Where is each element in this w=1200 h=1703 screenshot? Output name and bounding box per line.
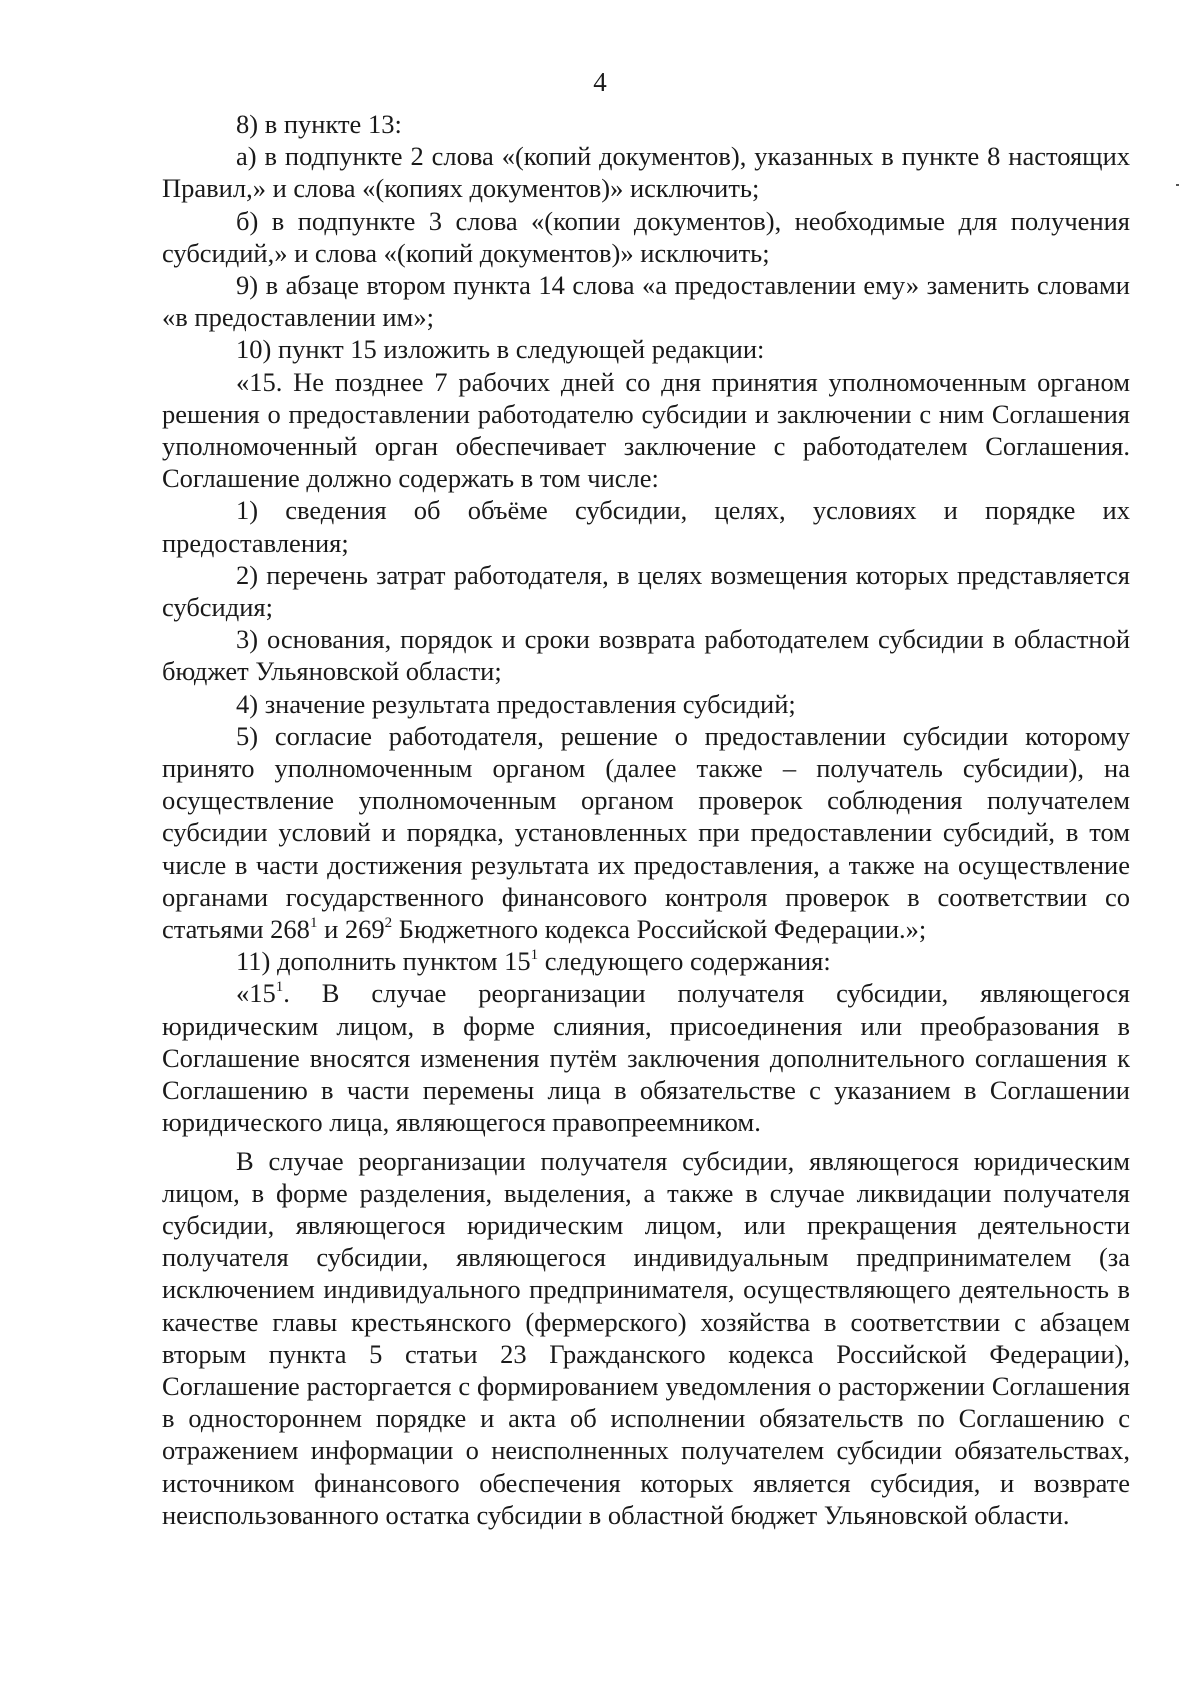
superscript: 2	[384, 915, 393, 932]
text-segment: Бюджетного кодекса Российской Федерации.»;	[392, 914, 927, 945]
text-segment: . В случае реорганизации получателя субсидии, являющегося юридическим лицом, в форме слияния, присоединения или преобразования в Соглашение вносятся изменения путём заключения дополнительного соглашения к Соглашению в части перемены лица в обязательстве с указанием в Соглашении юридического лица, являющегося правопреемником.	[162, 978, 1130, 1138]
scan-mark	[1176, 184, 1179, 186]
text-segment: 11) дополнить пунктом 15	[236, 946, 531, 977]
paragraph-clause-15-1: 1) сведения об объёме субсидии, целях, условиях и порядке их предоставления;	[162, 495, 1130, 558]
paragraph-clause-15: «15. Не позднее 7 рабочих дней со дня принятия уполномоченным органом решения о предоставлении работодателю субсидии и заключении с ним Соглашения уполномоченный орган обеспечивает заключение с работодателем Соглашения. Соглашение должно содержать в том числе:	[162, 366, 1130, 494]
text-segment: и 269	[317, 914, 385, 945]
paragraph-item-10: 10) пункт 15 изложить в следующей редакции:	[236, 334, 765, 365]
superscript: 1	[309, 915, 318, 932]
paragraph-item-8: 8) в пункте 13:	[236, 109, 402, 139]
paragraph-clause-15-5	[162, 720, 1130, 945]
paragraph-item-11	[162, 945, 1130, 977]
text-segment: «15	[236, 978, 276, 1009]
paragraph-subitem-a: а) в подпункте 2 слова «(копий документов), указанных в пункте 8 настоящих Правил,» и слова «(копиях документов)» исключить;	[162, 141, 1130, 204]
superscript: 1	[275, 979, 284, 996]
paragraph-clause-15-sup-1	[162, 977, 1130, 1138]
paragraph-clause-15-2: 2) перечень затрат работодателя, в целях возмещения которых представляется субсидия;	[162, 559, 1130, 623]
paragraph-item-9: 9) в абзаце втором пункта 14 слова «а предоставлении ему» заменить словами «в предоставлении им»;	[162, 270, 1130, 333]
paragraph-clause-15-3: 3) основания, порядок и сроки возврата работодателем субсидии в областной бюджет Ульяновской области;	[162, 624, 1130, 687]
paragraph-subitem-b: б) в подпункте 3 слова «(копии документов), необходимые для получения субсидий,» и слова «(копий документов)» исключить;	[162, 205, 1130, 268]
superscript: 1	[530, 947, 539, 964]
text-segment: следующего содержания:	[538, 946, 831, 977]
document-body	[162, 108, 1130, 1531]
paragraph-termination: В случае реорганизации получателя субсидии, являющегося юридическим лицом, в форме разделения, выделения, а также в случае ликвидации получателя субсидии, являющегося юридическим лицом, или прекращения деятельности получателя субсидии, являющегося индивидуальным предпринимателем (за исключением индивидуального предпринимателя, осуществляющего деятельность в качестве главы крестьянского (фермерского) хозяйства в соответствии с абзацем вторым пункта 5 статьи 23 Гражданского кодекса Российской Федерации), Соглашение расторгается с формированием уведомления о расторжении Соглашения в одностороннем порядке и акта об исполнении обязательств по Соглашению с отражением информации о неисполненных получателем субсидии обязательствах, источником финансового обеспечения которых является субсидия, и возврате неиспользованного остатка субсидии в областной бюджет Ульяновской области.	[162, 1145, 1130, 1530]
paragraph-clause-15-4: 4) значение результата предоставления субсидий;	[236, 688, 796, 719]
text-segment: 5) согласие работодателя, решение о предоставлении субсидии которому принято уполномоченным органом (далее также – получатель субсидии), на осуществление уполномоченным органом проверок соблюдения получателем субсидии условий и порядка, установленных при предоставлении субсидий, в том числе в части достижения результата их предоставления, а также на осуществление органами государственного финансового контроля проверок в соответствии со статьями 268	[162, 720, 1130, 945]
page-number: 4	[593, 67, 607, 97]
